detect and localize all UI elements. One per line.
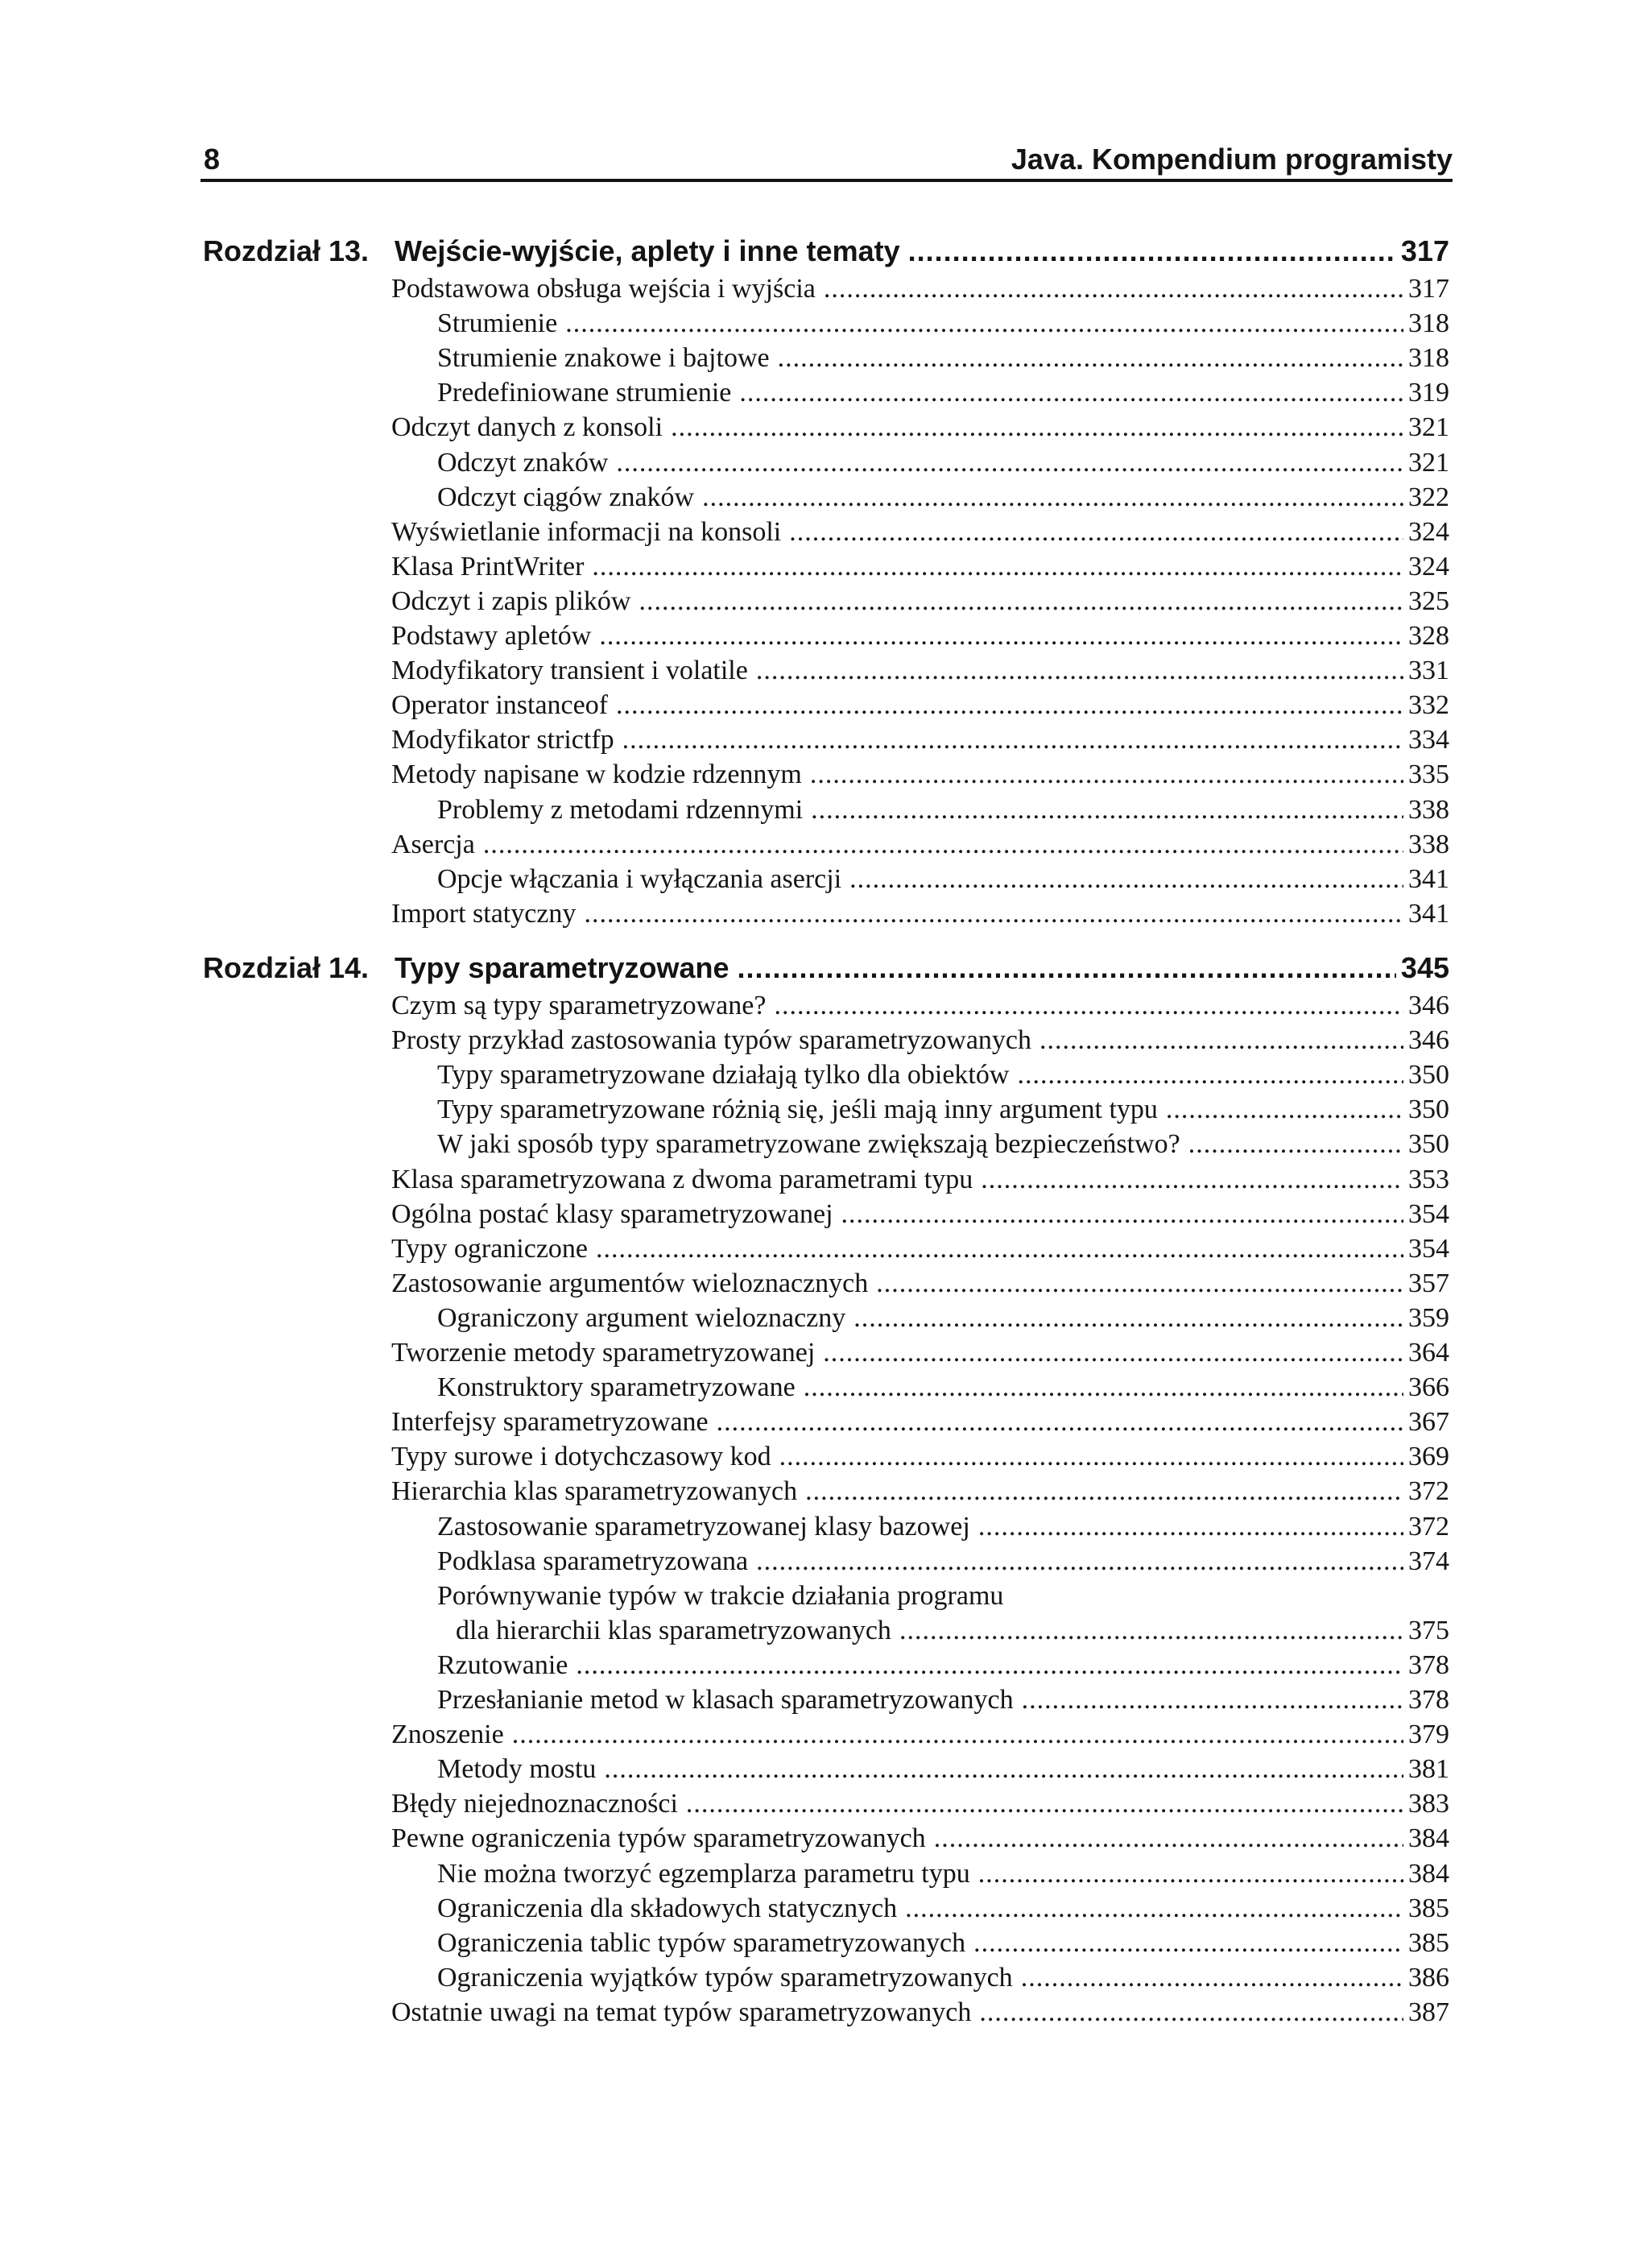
dot-leader: [979, 1995, 1403, 2030]
toc-entry-label: Wyświetlanie informacji na konsoli: [391, 517, 782, 547]
toc-entry-label: Operator instanceof: [391, 690, 609, 720]
chapter-number: Rozdział 13.: [203, 234, 370, 267]
dot-leader: [1188, 1127, 1403, 1161]
toc-entry-page-number: 385: [1408, 1928, 1449, 1958]
toc-entry[interactable]: [391, 827, 1449, 862]
chapter-title: Typy sparametryzowane: [395, 951, 729, 984]
chapter-heading[interactable]: [203, 231, 1449, 271]
dot-leader: [789, 515, 1403, 549]
toc-entry-label: Ostatnie uwagi na temat typów sparametryzowanych: [391, 1997, 972, 2027]
toc-entry-label: Metody mostu: [437, 1754, 597, 1784]
chapter-heading[interactable]: [203, 948, 1449, 988]
toc-entry[interactable]: [391, 688, 1449, 722]
dot-leader: [599, 619, 1403, 653]
toc-entry-label: Odczyt i zapis plików: [391, 586, 631, 616]
toc-entry[interactable]: [391, 1821, 1449, 1856]
toc-entry-page-number: 318: [1408, 308, 1449, 338]
toc-entry-label: Konstruktory sparametryzowane: [437, 1372, 796, 1402]
dot-leader: [824, 271, 1403, 306]
chapter-title: Wejście-wyjście, aplety i inne tematy: [395, 234, 900, 267]
toc-entry[interactable]: [437, 793, 1449, 827]
toc-entry[interactable]: [437, 445, 1449, 480]
dot-leader: [592, 549, 1403, 584]
toc-entry-page-number: 367: [1408, 1407, 1449, 1437]
toc-entry[interactable]: [437, 1370, 1449, 1405]
dot-leader: [823, 1335, 1403, 1370]
page-number: 8: [204, 143, 221, 176]
toc-entry-page-number: 334: [1408, 725, 1449, 755]
toc-entry[interactable]: [437, 1301, 1449, 1335]
toc-entry-label: Zastosowanie argumentów wieloznacznych: [391, 1269, 869, 1298]
dot-leader: [483, 827, 1403, 862]
toc-entry-page-number: 378: [1408, 1685, 1449, 1715]
dot-leader: [616, 445, 1403, 480]
toc-entry-label: Tworzenie metody sparametryzowanej: [391, 1338, 816, 1368]
toc-entry-page-number: 369: [1408, 1442, 1449, 1471]
toc-entry[interactable]: [391, 1405, 1449, 1439]
toc-entry[interactable]: [391, 1197, 1449, 1231]
dot-leader: [853, 1301, 1403, 1335]
dot-leader: [1022, 1682, 1403, 1717]
toc-entry-label: Interfejsy sparametryzowane: [391, 1407, 709, 1437]
toc-entry-page-number: 354: [1408, 1199, 1449, 1229]
toc-entry-page-number: 350: [1408, 1060, 1449, 1090]
toc-entry-page-number: 364: [1408, 1338, 1449, 1368]
toc-entry-label: Strumienie: [437, 308, 558, 338]
toc-entry-label: Metody napisane w kodzie rdzennym: [391, 759, 802, 789]
toc-entry-page-number: 386: [1408, 1963, 1449, 1993]
dot-leader: [738, 948, 1396, 988]
dot-leader: [908, 231, 1396, 271]
dot-leader: [739, 375, 1403, 410]
dot-leader: [565, 306, 1403, 341]
dot-leader: [978, 1856, 1403, 1891]
toc-entry[interactable]: [437, 480, 1449, 515]
toc-entry-label: Odczyt ciągów znaków: [437, 482, 695, 512]
toc-entry-page-number: 385: [1408, 1893, 1449, 1923]
toc-entry-label: Błędy niejednoznaczności: [391, 1789, 678, 1819]
toc-entry-label: Import statyczny: [391, 899, 577, 929]
toc-entry-page-number: 354: [1408, 1234, 1449, 1264]
toc-entry[interactable]: [437, 1509, 1449, 1544]
dot-leader: [934, 1821, 1403, 1856]
dot-leader: [774, 988, 1403, 1023]
toc-entry[interactable]: [391, 1231, 1449, 1266]
toc-entry-page-number: 319: [1408, 378, 1449, 408]
dot-leader: [778, 341, 1403, 375]
toc-entry-label: W jaki sposób typy sparametryzowane zwiększają bezpieczeństwo?: [437, 1129, 1180, 1159]
toc-entry-label: Ograniczenia dla składowych statycznych: [437, 1893, 898, 1923]
toc-entry-page-number: 322: [1408, 482, 1449, 512]
toc-entry-label: Ogólna postać klasy sparametryzowanej: [391, 1199, 833, 1229]
toc-entry-label: Klasa sparametryzowana z dwoma parametrami typu: [391, 1165, 973, 1194]
toc-entry-label: Klasa PrintWriter: [391, 552, 585, 581]
toc-entry[interactable]: [437, 306, 1449, 341]
toc-entry[interactable]: [437, 1544, 1449, 1579]
dot-leader: [584, 896, 1403, 931]
toc-entry-label: Odczyt danych z konsoli: [391, 412, 663, 442]
dot-leader: [671, 410, 1403, 445]
toc-entry-label: Rzutowanie: [437, 1650, 568, 1680]
toc-entry-label: Predefiniowane strumienie: [437, 378, 732, 408]
toc-entry-page-number: 318: [1408, 343, 1449, 373]
toc-entry-label: Modyfikatory transient i volatile: [391, 656, 748, 685]
toc-entry[interactable]: [437, 1926, 1449, 1960]
toc-entry-page-number: 353: [1408, 1165, 1449, 1194]
toc-entry-label: Pewne ograniczenia typów sparametryzowanych: [391, 1823, 926, 1853]
dot-leader: [1017, 1057, 1403, 1092]
toc-entry-page-number: 366: [1408, 1372, 1449, 1402]
toc-entry-page-number: 384: [1408, 1823, 1449, 1853]
toc-entry[interactable]: [391, 1162, 1449, 1197]
dot-leader: [756, 653, 1403, 688]
toc-entry[interactable]: [391, 1474, 1449, 1509]
toc-entry-page-number: 324: [1408, 552, 1449, 581]
toc-entry-label: Znoszenie: [391, 1720, 504, 1749]
toc-entry[interactable]: [391, 1023, 1449, 1057]
toc-entry[interactable]: [391, 549, 1449, 584]
toc-entry-page-number: 341: [1408, 899, 1449, 929]
toc-entry-label: Ograniczenia wyjątków typów sparametryzowanych: [437, 1963, 1013, 1993]
toc-entry[interactable]: [391, 271, 1449, 306]
toc-entry[interactable]: [391, 1995, 1449, 2030]
toc-entry[interactable]: [437, 862, 1449, 896]
dot-leader: [1039, 1023, 1403, 1057]
dot-leader: [604, 1752, 1403, 1786]
toc-entry-label: Podstawowa obsługa wejścia i wyjścia: [391, 274, 816, 304]
dot-leader: [1021, 1960, 1403, 1995]
toc-entry[interactable]: [437, 375, 1449, 410]
toc-entry-page-number: 317: [1408, 274, 1449, 304]
dot-leader: [596, 1231, 1403, 1266]
toc-entry-label: Typy sparametryzowane różnią się, jeśli mają inny argument typu: [437, 1095, 1158, 1124]
toc-entry-page-number: 325: [1408, 586, 1449, 616]
toc-entry-label: dla hierarchii klas sparametryzowanych: [456, 1616, 891, 1645]
dot-leader: [805, 1474, 1403, 1509]
toc-entry-label: Hierarchia klas sparametryzowanych: [391, 1476, 798, 1506]
dot-leader: [686, 1786, 1403, 1821]
toc-entry-page-number: 328: [1408, 621, 1449, 651]
dot-leader: [702, 480, 1403, 515]
toc-entry-page-number: 331: [1408, 656, 1449, 685]
dot-leader: [905, 1891, 1403, 1926]
toc-entry-page-number: 379: [1408, 1720, 1449, 1749]
toc-entry[interactable]: [391, 988, 1449, 1023]
dot-leader: [981, 1162, 1403, 1197]
toc-entry[interactable]: [391, 584, 1449, 619]
dot-leader: [899, 1613, 1403, 1648]
toc-entry-page-number: 357: [1408, 1269, 1449, 1298]
toc-entry[interactable]: [437, 1648, 1449, 1682]
toc-entry[interactable]: [437, 1856, 1449, 1891]
toc-entry[interactable]: [391, 1335, 1449, 1370]
toc-entry-page-number: 384: [1408, 1859, 1449, 1889]
toc-entry-page-number: 321: [1408, 412, 1449, 442]
toc-entry-label: Typy surowe i dotychczasowy kod: [391, 1442, 771, 1471]
toc-entry-label: Podstawy apletów: [391, 621, 592, 651]
toc-entry-label: Typy sparametryzowane działają tylko dla obiektów: [437, 1060, 1010, 1090]
toc-entry[interactable]: [437, 341, 1449, 375]
dot-leader: [973, 1926, 1403, 1960]
toc-entry-label: Opcje włączania i wyłączania asercji: [437, 864, 842, 894]
header-rule: [200, 179, 1453, 182]
toc-entry[interactable]: [391, 1717, 1449, 1752]
toc-entry-page-number: 338: [1408, 795, 1449, 825]
chapter-page-number: 345: [1400, 951, 1449, 984]
toc-entry-page-number: 346: [1408, 991, 1449, 1020]
dot-leader: [756, 1544, 1403, 1579]
toc-entry[interactable]: [456, 1613, 1449, 1648]
toc-entry-label: Prosty przykład zastosowania typów sparametryzowanych: [391, 1025, 1031, 1055]
toc-entry-page-number: 321: [1408, 448, 1449, 478]
toc-entry-page-number: 341: [1408, 864, 1449, 894]
toc-entry-page-number: 350: [1408, 1129, 1449, 1159]
toc-entry[interactable]: [391, 722, 1449, 757]
toc-entry-page-number: 372: [1408, 1476, 1449, 1506]
dot-leader: [717, 1405, 1403, 1439]
toc-entry-label: Typy ograniczone: [391, 1234, 589, 1264]
toc-entry-label: Przesłanianie metod w klasach sparametryzowanych: [437, 1685, 1014, 1715]
toc-entry-label: Podklasa sparametryzowana: [437, 1546, 749, 1576]
book-title: Java. Kompendium programisty: [1010, 143, 1453, 176]
toc-entry[interactable]: [437, 1127, 1449, 1161]
toc-entry[interactable]: [391, 410, 1449, 445]
toc-entry-label: Czym są typy sparametryzowane?: [391, 991, 767, 1020]
dot-leader: [576, 1648, 1403, 1682]
dot-leader: [1166, 1092, 1403, 1127]
dot-leader: [616, 688, 1403, 722]
dot-leader: [811, 793, 1403, 827]
dot-leader: [876, 1266, 1403, 1301]
page-header: [200, 139, 1453, 180]
toc-entry[interactable]: [437, 1960, 1449, 1995]
toc-entry-page-number: 383: [1408, 1789, 1449, 1819]
toc-entry[interactable]: [437, 1092, 1449, 1127]
toc-entry-page-number: 332: [1408, 690, 1449, 720]
toc-entry[interactable]: [437, 1682, 1449, 1717]
toc-entry-page-number: 381: [1408, 1754, 1449, 1784]
dot-leader: [804, 1370, 1403, 1405]
chapter-label: [203, 948, 729, 988]
toc-entry[interactable]: [437, 1579, 1449, 1613]
dot-leader: [622, 722, 1403, 757]
toc-entry[interactable]: [391, 653, 1449, 688]
toc-entry-label: Modyfikator strictfp: [391, 725, 614, 755]
toc-entry-page-number: 335: [1408, 759, 1449, 789]
toc-entry-label: Ograniczenia tablic typów sparametryzowanych: [437, 1928, 966, 1958]
toc-entry-label: Problemy z metodami rdzennymi: [437, 795, 804, 825]
chapter-label: [203, 231, 900, 271]
toc-entry-label: Ograniczony argument wieloznaczny: [437, 1303, 846, 1333]
toc-entry-label: Odczyt znaków: [437, 448, 609, 478]
toc-entry-page-number: 372: [1408, 1512, 1449, 1542]
toc-entry[interactable]: [391, 1439, 1449, 1474]
toc-entry-page-number: 387: [1408, 1997, 1449, 2027]
toc-entry-page-number: 338: [1408, 830, 1449, 859]
toc-entry-page-number: 375: [1408, 1616, 1449, 1645]
toc-entry-label: Porównywanie typów w trakcie działania programu: [437, 1581, 1004, 1611]
toc-entry-page-number: 374: [1408, 1546, 1449, 1576]
toc-entry[interactable]: [437, 1057, 1449, 1092]
toc-entry[interactable]: [391, 1266, 1449, 1301]
dot-leader: [810, 757, 1403, 792]
toc-entry[interactable]: [391, 619, 1449, 653]
toc-entry-label: Strumienie znakowe i bajtowe: [437, 343, 770, 373]
toc-entry[interactable]: [437, 1752, 1449, 1786]
toc-entry[interactable]: [391, 1786, 1449, 1821]
toc-entry-page-number: 324: [1408, 517, 1449, 547]
toc-entry[interactable]: [391, 896, 1449, 931]
dot-leader: [849, 862, 1403, 896]
toc-entry-label: Nie można tworzyć egzemplarza parametru typu: [437, 1859, 970, 1889]
toc-entry-page-number: 346: [1408, 1025, 1449, 1055]
dot-leader: [512, 1717, 1403, 1752]
toc-entry[interactable]: [437, 1891, 1449, 1926]
toc-entry-label: Asercja: [391, 830, 475, 859]
toc-entry[interactable]: [391, 757, 1449, 792]
toc-entry-label: Zastosowanie sparametryzowanej klasy bazowej: [437, 1512, 970, 1542]
dot-leader: [841, 1197, 1403, 1231]
chapter-number: Rozdział 14.: [203, 951, 370, 984]
toc-entry[interactable]: [391, 515, 1449, 549]
dot-leader: [639, 584, 1403, 619]
toc-entry-page-number: 359: [1408, 1303, 1449, 1333]
toc-entry-page-number: 378: [1408, 1650, 1449, 1680]
chapter-page-number: 317: [1400, 234, 1449, 267]
dot-leader: [978, 1509, 1403, 1544]
dot-leader: [779, 1439, 1403, 1474]
toc-entry-page-number: 350: [1408, 1095, 1449, 1124]
